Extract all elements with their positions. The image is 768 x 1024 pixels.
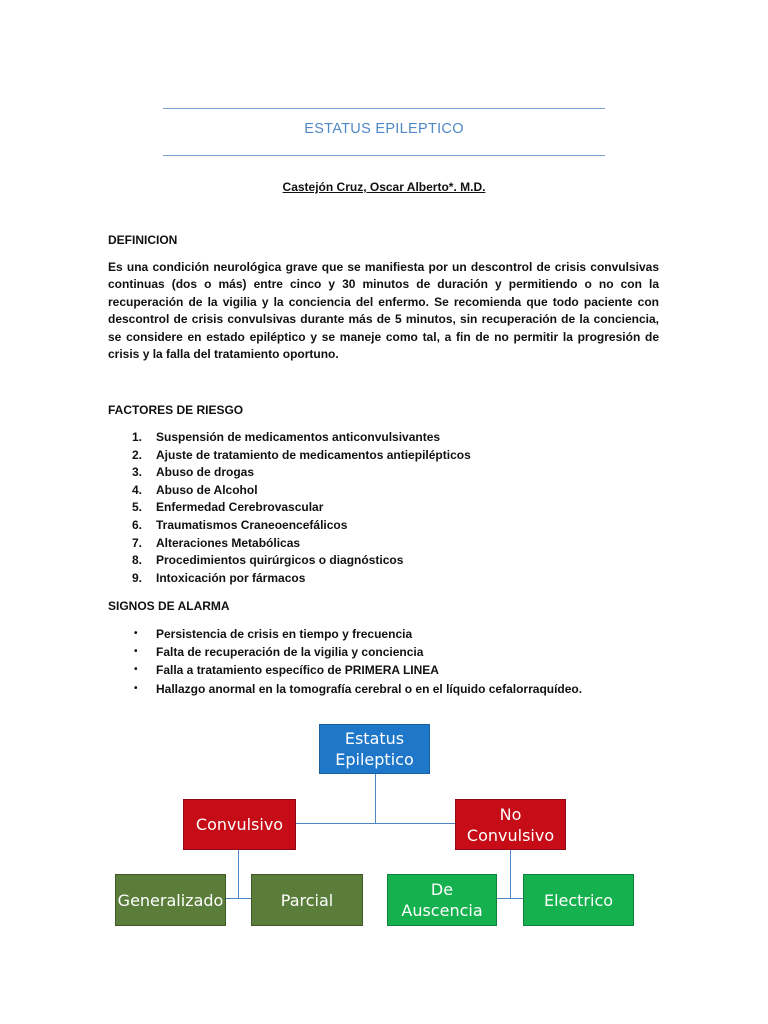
list-item <box>108 535 668 553</box>
list-item <box>108 464 668 482</box>
list-item <box>108 517 668 535</box>
node-parcial: Parcial <box>251 874 363 926</box>
list-item <box>108 552 668 570</box>
list-item-text: Enfermedad Cerebrovascular <box>156 500 324 515</box>
node-electrico: Electrico <box>523 874 634 926</box>
list-item-text: Persistencia de crisis en tiempo y frecuencia <box>156 627 413 641</box>
list-number: 5. <box>132 500 143 515</box>
node-convulsivo: Convulsivo <box>183 799 296 850</box>
list-number: 4. <box>132 482 143 497</box>
connector-level1-horizontal <box>296 823 455 824</box>
list-number: 1. <box>132 430 143 444</box>
list-item-text: Falla a tratamiento específico de PRIMERA LINEA <box>156 663 439 678</box>
list-item-text: Falta de recuperación de la vigilia y conciencia <box>156 645 424 660</box>
bullet-icon: • <box>134 628 138 639</box>
list-item <box>108 680 668 698</box>
bullet-icon: • <box>134 646 138 658</box>
factores-list <box>108 429 668 587</box>
list-item <box>108 625 668 643</box>
list-number: 8. <box>132 553 143 568</box>
connector-root-down <box>375 774 376 823</box>
node-no-convulsivo: No Convulsivo <box>455 799 566 850</box>
definicion-heading: DEFINICION <box>108 233 178 247</box>
connector-convulsivo-children <box>226 898 251 899</box>
bullet-icon: • <box>134 682 138 694</box>
definicion-paragraph: Es una condición neurológica grave que se manifiesta por un descontrol de crisis convulsivas continuas (dos o más) entre cinco y 30 minutos de duración y permitiendo o no con la recuperación de la vigilia y la conciencia del enfermo. Se recomienda que todo paciente con descontrol de crisis convulsivas durante más de 5 minutos, sin recuperación de la conciencia, se considere en estado epiléptico y se maneje como tal, a fin de no permitir la progresión de crisis y la falla del tratamiento oportuno. <box>108 260 659 362</box>
list-number: 3. <box>132 465 143 480</box>
list-item <box>108 661 668 679</box>
list-item <box>108 570 668 588</box>
connector-convulsivo-down <box>238 850 239 898</box>
list-number: 6. <box>132 517 143 532</box>
connector-noconvulsivo-children <box>497 898 523 899</box>
list-item-text: Alteraciones Metabólicas <box>156 535 301 550</box>
author-line: Castejón Cruz, Oscar Alberto*. M.D. <box>282 180 486 194</box>
list-item-text: Traumatismos Craneoencefálicos <box>156 517 348 532</box>
list-item-text: Intoxicación por fármacos <box>156 570 306 585</box>
signos-heading: SIGNOS DE ALARMA <box>108 599 230 613</box>
list-item-text: Ajuste de tratamiento de medicamentos antiepilépticos <box>156 447 471 462</box>
connector-noconvulsivo-down <box>510 850 511 898</box>
list-item <box>108 447 668 465</box>
node-de-auscencia: De Auscencia <box>387 874 497 926</box>
list-item <box>108 482 668 500</box>
title-rule-bottom <box>163 155 605 156</box>
title-rule-top <box>163 108 605 109</box>
list-number: 2. <box>132 447 143 462</box>
node-estatus-epileptico: Estatus Epileptico <box>319 724 430 774</box>
signos-list <box>108 625 668 698</box>
node-generalizado: Generalizado <box>115 874 226 926</box>
list-item <box>108 643 668 661</box>
list-item-text: Suspensión de medicamentos anticonvulsivantes <box>156 430 441 444</box>
bullet-icon: • <box>134 664 138 676</box>
list-number: 7. <box>132 535 143 550</box>
list-item-text: Abuso de Alcohol <box>156 482 258 497</box>
list-number: 9. <box>132 570 143 585</box>
list-item-text: Procedimientos quirúrgicos o diagnósticos <box>156 553 404 568</box>
list-item <box>108 429 668 447</box>
list-item-text: Hallazgo anormal en la tomografía cerebral o en el líquido cefalorraquídeo. <box>156 681 583 696</box>
factores-heading: FACTORES DE RIESGO <box>108 403 244 417</box>
document-title: ESTATUS EPILEPTICO <box>304 121 464 137</box>
list-item <box>108 499 668 517</box>
list-item-text: Abuso de drogas <box>156 465 255 480</box>
